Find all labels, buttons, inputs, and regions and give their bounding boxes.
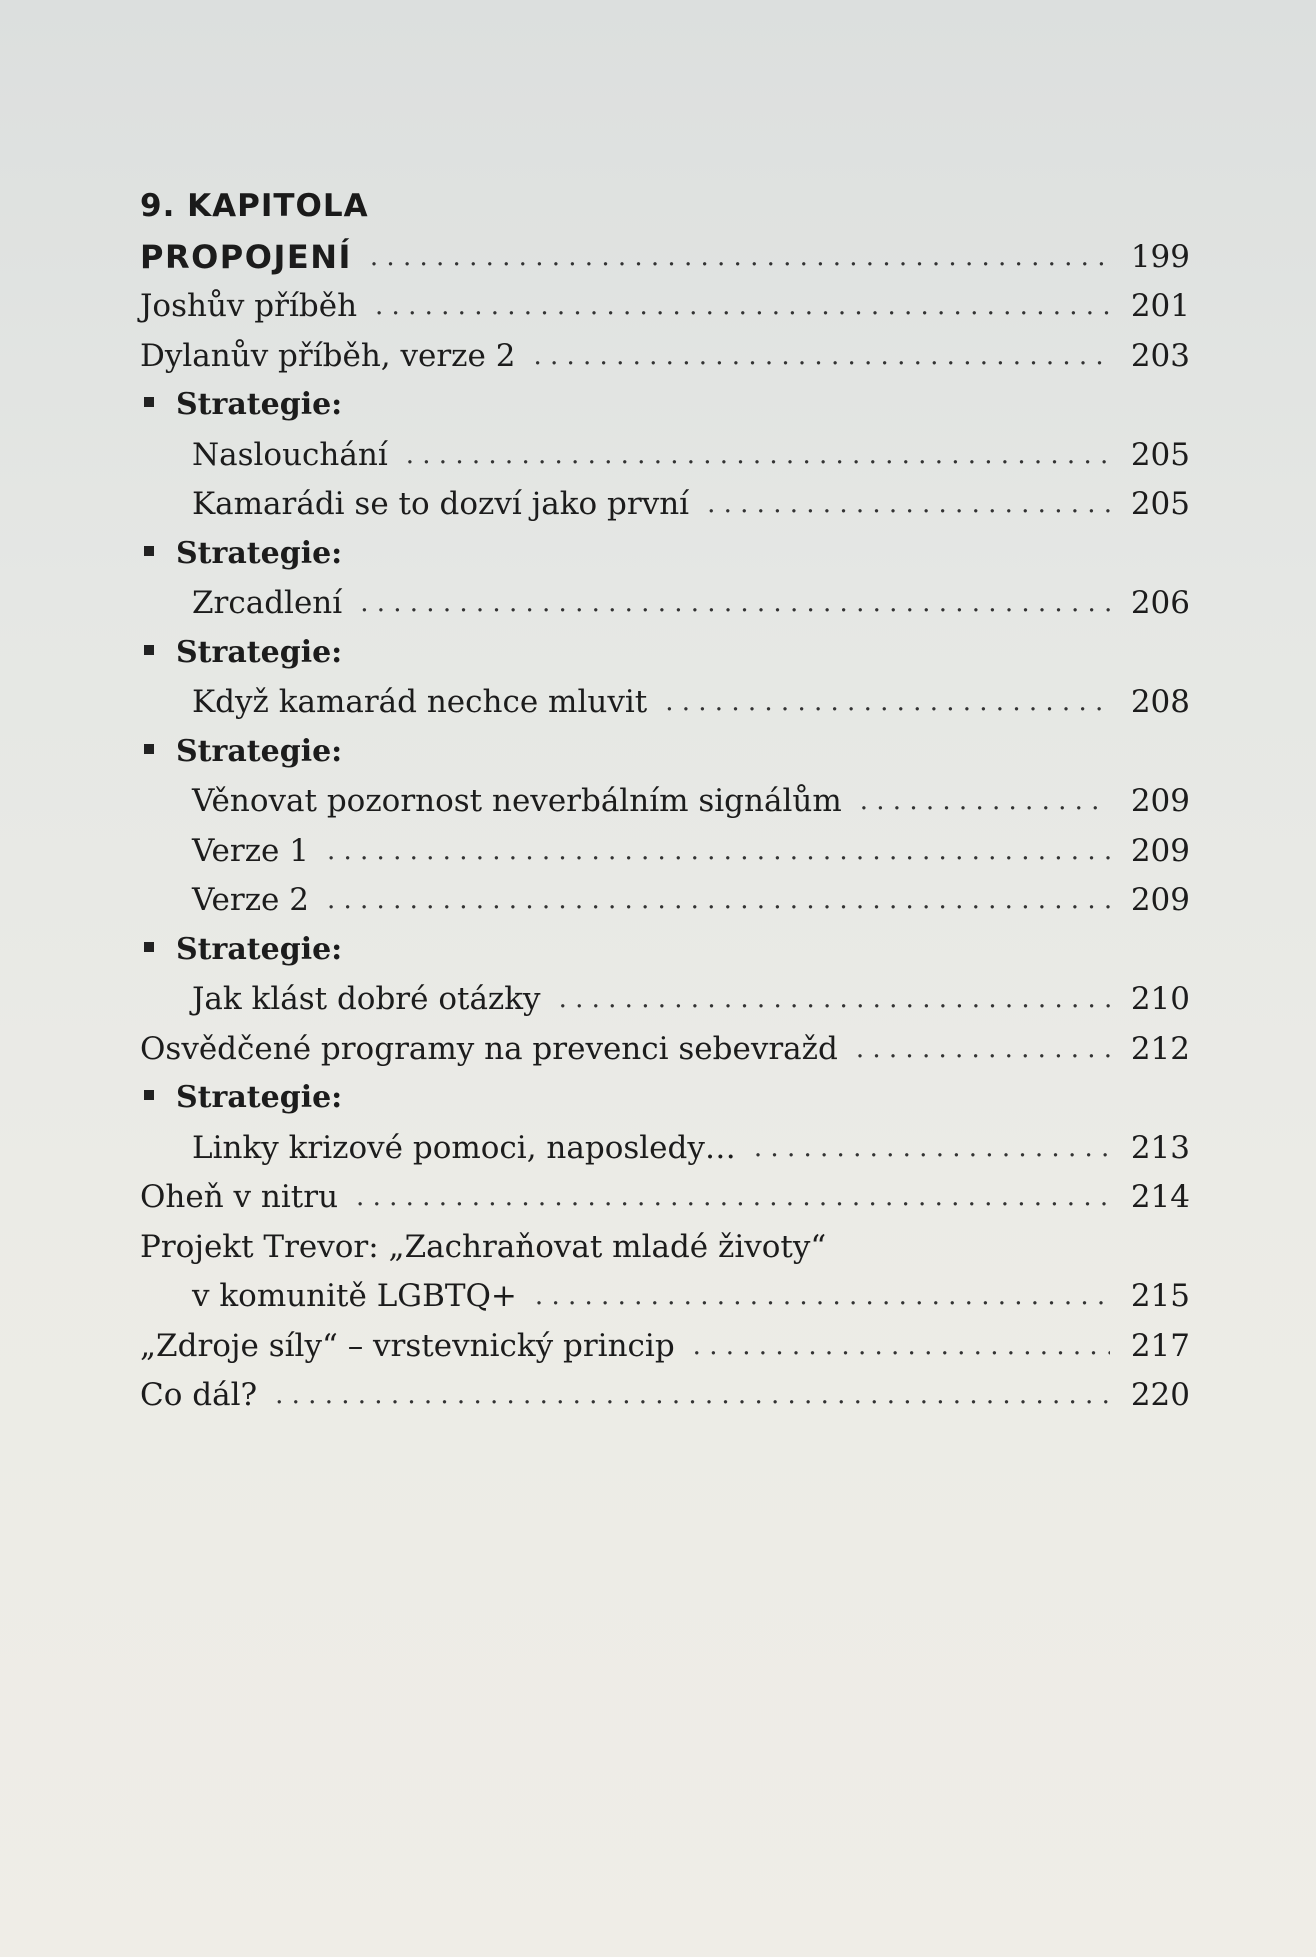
square-bullet-icon xyxy=(144,546,154,556)
dot-leader xyxy=(856,1029,1110,1069)
dot-leader xyxy=(406,435,1110,475)
dot-leader xyxy=(275,1375,1110,1415)
toc-entry-title: Strategie: xyxy=(176,1080,343,1116)
toc-strategy-heading xyxy=(140,727,1190,777)
toc-entry-page: 199 xyxy=(1130,238,1190,275)
dot-leader xyxy=(327,831,1110,871)
dot-leader xyxy=(559,979,1110,1019)
toc-strategy-heading xyxy=(140,1074,1190,1124)
toc-entry-title: Joshův příběh xyxy=(140,288,358,325)
table-of-contents xyxy=(140,232,1190,1420)
toc-entry-page: 206 xyxy=(1130,585,1190,622)
toc-entry[interactable] xyxy=(140,1321,1190,1371)
dot-leader xyxy=(375,286,1110,326)
toc-entry-title: Zrcadlení xyxy=(192,585,343,622)
toc-entry-chapter-title[interactable] xyxy=(140,232,1190,282)
toc-entry-title: Osvědčené programy na prevenci sebevražd xyxy=(140,1030,838,1067)
toc-entry-title: Dylanův příběh, verze 2 xyxy=(140,337,516,374)
toc-strategy-heading xyxy=(140,628,1190,678)
chapter-label: 9. KAPITOLA xyxy=(140,188,369,224)
toc-entry[interactable] xyxy=(140,282,1190,332)
toc-entry-page: 209 xyxy=(1130,882,1190,919)
toc-entry-title: Naslouchání xyxy=(192,436,388,473)
toc-entry-page: 205 xyxy=(1130,436,1190,473)
dot-leader xyxy=(327,880,1110,920)
toc-entry-page: 201 xyxy=(1130,288,1190,325)
toc-entry-title: v komunitě LGBTQ+ xyxy=(192,1278,517,1315)
toc-entry-title: Strategie: xyxy=(176,931,343,967)
toc-entry[interactable] xyxy=(140,876,1190,926)
toc-entry[interactable] xyxy=(140,1123,1190,1173)
toc-entry[interactable] xyxy=(140,579,1190,629)
toc-entry-title: Co dál? xyxy=(140,1377,258,1414)
toc-entry[interactable] xyxy=(140,826,1190,876)
toc-entry[interactable] xyxy=(140,1371,1190,1421)
square-bullet-icon xyxy=(144,645,154,655)
toc-entry[interactable] xyxy=(140,1024,1190,1074)
toc-entry-page: 209 xyxy=(1130,832,1190,869)
toc-entry-page: 212 xyxy=(1130,1030,1190,1067)
toc-entry-title: Kamarádi se to dozví jako první xyxy=(192,486,690,523)
toc-entry-page: 203 xyxy=(1130,337,1190,374)
dot-leader xyxy=(665,682,1110,722)
toc-strategy-heading xyxy=(140,381,1190,431)
toc-strategy-heading xyxy=(140,529,1190,579)
toc-entry-title: Strategie: xyxy=(176,733,343,769)
dot-leader xyxy=(707,484,1110,524)
toc-entry-title: Oheň v nitru xyxy=(140,1179,339,1216)
dot-leader xyxy=(356,1177,1110,1217)
toc-entry[interactable] xyxy=(140,430,1190,480)
toc-entry-line1[interactable] xyxy=(140,1222,1190,1272)
square-bullet-icon xyxy=(144,744,154,754)
toc-entry-title: PROPOJENÍ xyxy=(140,237,352,276)
toc-entry-page: 220 xyxy=(1130,1377,1190,1414)
toc-entry-title: Projekt Trevor: „Zachraňovat mladé životy“ xyxy=(140,1228,827,1265)
dot-leader xyxy=(360,583,1110,623)
toc-strategy-heading xyxy=(140,925,1190,975)
toc-entry-page: 215 xyxy=(1130,1278,1190,1315)
toc-entry-title: Věnovat pozornost neverbálním signálům xyxy=(192,783,842,820)
dot-leader xyxy=(754,1128,1110,1168)
toc-entry-title: Linky krizové pomoci, naposledy… xyxy=(192,1129,736,1166)
toc-entry[interactable] xyxy=(140,1173,1190,1223)
toc-entry-title: Jak klást dobré otázky xyxy=(192,981,541,1018)
toc-entry-page: 214 xyxy=(1130,1179,1190,1216)
toc-entry[interactable] xyxy=(140,975,1190,1025)
toc-entry-title: Verze 1 xyxy=(192,832,309,869)
toc-entry[interactable] xyxy=(140,331,1190,381)
square-bullet-icon xyxy=(144,397,154,407)
dot-leader xyxy=(535,1276,1110,1316)
toc-entry-page: 213 xyxy=(1130,1129,1190,1166)
toc-entry-page: 209 xyxy=(1130,783,1190,820)
dot-leader xyxy=(533,336,1110,376)
dot-leader xyxy=(693,1326,1110,1366)
toc-entry-title: Strategie: xyxy=(176,535,343,571)
toc-entry[interactable] xyxy=(140,777,1190,827)
toc-entry[interactable] xyxy=(140,678,1190,728)
toc-entry-title: Když kamarád nechce mluvit xyxy=(192,684,648,721)
square-bullet-icon xyxy=(144,942,154,952)
toc-entry-page: 208 xyxy=(1130,684,1190,721)
toc-entry-page: 205 xyxy=(1130,486,1190,523)
toc-entry-page: 210 xyxy=(1130,981,1190,1018)
square-bullet-icon xyxy=(144,1090,154,1100)
toc-entry-line2[interactable] xyxy=(140,1272,1190,1322)
toc-entry-page: 217 xyxy=(1130,1327,1190,1364)
toc-entry-title: Strategie: xyxy=(176,387,343,423)
dot-leader xyxy=(860,781,1110,821)
toc-entry-title: Verze 2 xyxy=(192,882,309,919)
toc-entry-title: Strategie: xyxy=(176,634,343,670)
dot-leader xyxy=(370,237,1110,277)
toc-entry-title: „Zdroje síly“ – vrstevnický princip xyxy=(140,1327,675,1364)
toc-entry[interactable] xyxy=(140,480,1190,530)
